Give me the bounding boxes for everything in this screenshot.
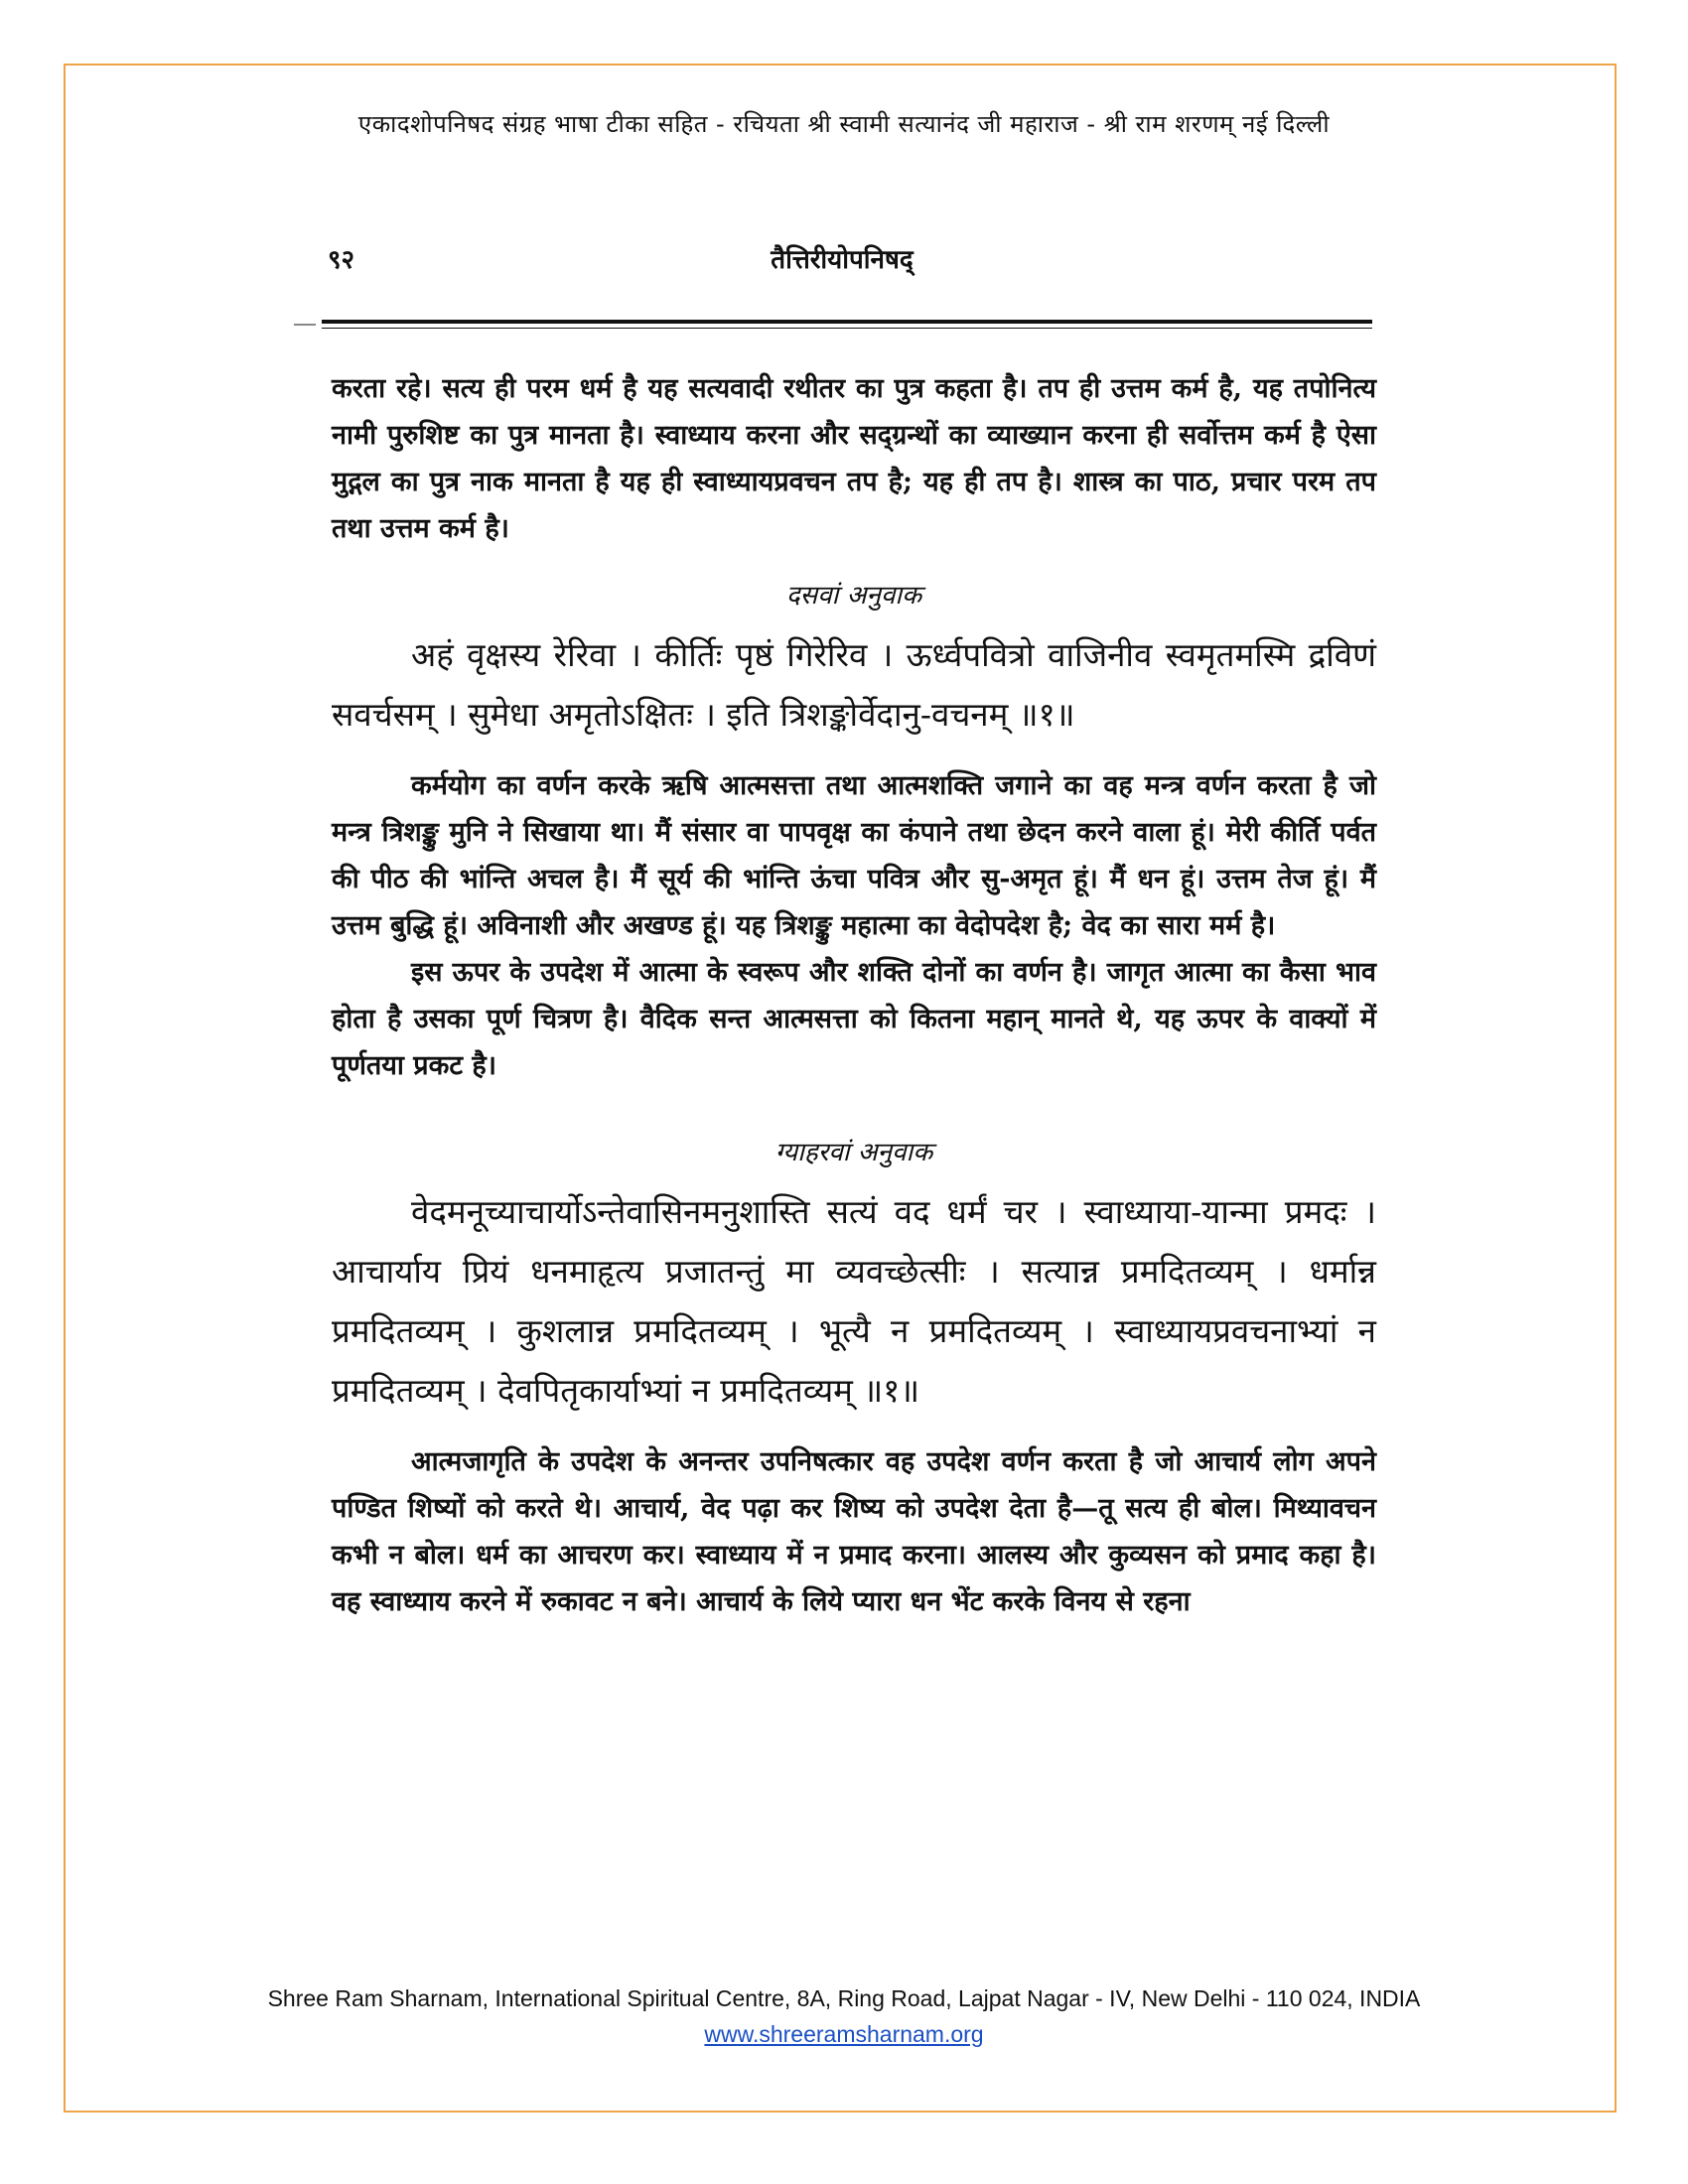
verse-10: अहं वृक्षस्य रेरिवा । कीर्तिः पृष्ठं गिरेरिव । ऊर्ध्वपवित्रो वाजिनीव स्वमृतमस्मि द्रविणं सवर्चसम् । सुमेधा अमृतोऽक्षितः । इति त्रिशङ्कोर्वेदानु-वचनम् ॥१॥	[332, 635, 1376, 734]
paragraph-4: आत्मजागृति के उपदेश के अनन्तर उपनिषत्कार वह उपदेश वर्णन करता है जो आचार्य लोग अपने पण्डित शिष्यों को करते थे। आचार्य, वेद पढ़ा कर शिष्य को उपदेश देता है—तू सत्य ही बोल। मिथ्यावचन कभी न बोल। धर्म का आचरण कर। स्वाध्याय में न प्रमाद करना। आलस्य और कुव्यसन को प्रमाद कहा है। वह स्वाध्याय करने में रुकावट न बने। आचार्य के लिये प्यारा धन भेंट करके विनय से रहना	[332, 1446, 1376, 1617]
page-body	[332, 365, 1376, 1625]
paragraph-2: कर्मयोग का वर्णन करके ऋषि आत्मसत्ता तथा आत्मशक्ति जगाने का वह मन्त्र वर्णन करता है जो मन्त्र त्रिशङ्कु मुनि ने सिखाया था। मैं संसार वा पापवृक्ष का कंपाने तथा छेदन करने वाला हूं। मेरी कीर्ति पर्वत की पीठ की भांन्ति अचल है। मैं सूर्य की भांन्ति ऊंचा पवित्र और सु-अमृत हूं। मैं धन हूं। उत्तम तेज हूं। मैं उत्तम बुद्धि हूं। अविनाशी और अखण्ड हूं। यह त्रिशङ्कु महात्मा का वेदोपदेश है; वेद का सारा मर्म है।	[332, 770, 1376, 941]
paragraph-1: करता रहे। सत्य ही परम धर्म है यह सत्यवादी रथीतर का पुत्र कहता है। तप ही उत्तम कर्म है, यह तपोनित्य नामी पुरुशिष्ट का पुत्र मानता है। स्वाध्याय करना और सद्ग्रन्थों का व्याख्यान करना ही सर्वोत्तम कर्म है ऐसा मुद्गल का पुत्र नाक मानता है यह ही स्वाध्यायप्रवचन तप है; यह ही तप है। शास्त्र का पाठ, प्रचार परम तप तथा उत्तम कर्म है।	[332, 373, 1376, 544]
header-rule-thin	[322, 328, 1372, 329]
website-link[interactable]: www.shreeramsharnam.org	[704, 2021, 984, 2047]
footer-website	[0, 2021, 1688, 2048]
header-rule-thick	[322, 320, 1372, 324]
page-running-title: तैत्तिरीयोपनिषद्	[771, 245, 914, 275]
section-heading-11: ग्याहरवां अनुवाक	[774, 1138, 933, 1167]
document-header: एकादशोपनिषद संग्रह भाषा टीका सहित - रचियता श्री स्वामी सत्यानंद जी महाराज - श्री राम शरणम् नई दिल्ली	[357, 110, 1331, 138]
page-running-head	[294, 240, 1390, 280]
scanned-page	[294, 226, 1390, 1944]
footer-address: Shree Ram Sharnam, International Spiritual Centre, 8A, Ring Road, Lajpat Nagar - IV, New Delhi - 110 024, INDIA	[267, 1985, 1421, 2011]
paragraph-3: इस ऊपर के उपदेश में आत्मा के स्वरूप और शक्ति दोनों का वर्णन है। जागृत आत्मा का कैसा भाव होता है उसका पूर्ण चित्रण है। वैदिक सन्त आत्मसत्ता को कितना महान् मानते थे, यह ऊपर के वाक्यों में पूर्णतया प्रकट है।	[332, 957, 1376, 1081]
rule-mark	[294, 324, 316, 326]
section-heading-10: दसवां अनुवाक	[785, 581, 922, 611]
page-number: ९२	[328, 245, 355, 275]
verse-11: वेदमनूच्याचार्योऽन्तेवासिनमनुशास्ति सत्यं वद धर्मं चर । स्वाध्याया-यान्मा प्रमदः । आचार्याय प्रियं धनमाहृत्य प्रजातन्तुं मा व्यवच्छेत्सीः । सत्यान्न प्रमदितव्यम् । धर्मान्न प्रमदितव्यम् । कुशलान्न प्रमदितव्यम् । भूत्यै न प्रमदितव्यम् । स्वाध्यायप्रवचनाभ्यां न प्रमदितव्यम् । देवपितृकार्याभ्यां न प्रमदितव्यम् ॥१॥	[332, 1192, 1376, 1410]
